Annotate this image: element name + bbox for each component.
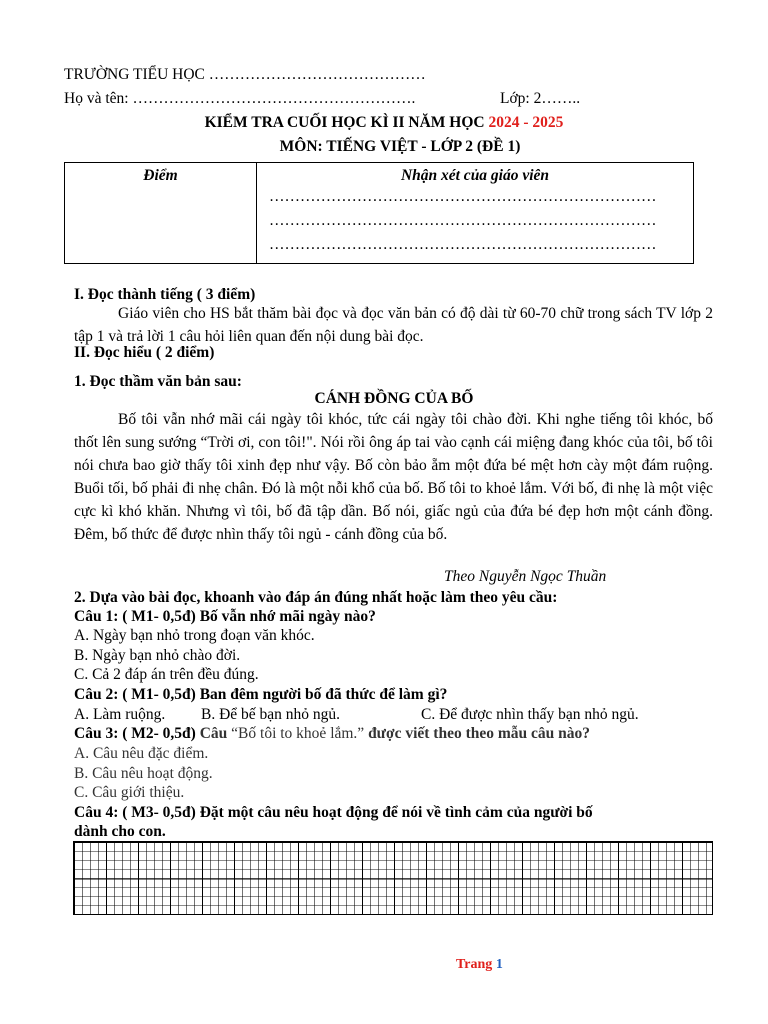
section1-heading: I. Đọc thành tiếng ( 3 điểm) bbox=[74, 286, 256, 303]
question-4: Câu 4: ( M3- 0,5đ) Đặt một câu nêu hoạt động để nói về tình cảm của người bố bbox=[74, 804, 593, 821]
score-header: Điểm bbox=[143, 167, 178, 184]
q3-tail: được viết theo theo mẫu câu nào? bbox=[364, 725, 591, 742]
reading-instruction: 1. Đọc thầm văn bản sau: bbox=[74, 373, 242, 390]
section1-text: Giáo viên cho HS bắt thăm bài đọc và đọc văn bản có độ dài từ 60-70 chữ trong sách TV lớp 2 tập 1 và trả lời 1 câu hỏi liên quan đến nội dung bài đọc. bbox=[74, 305, 713, 345]
comment-line: ………………………………………………………………… bbox=[269, 188, 657, 205]
comment-header: Nhận xét của giáo viên bbox=[400, 167, 550, 184]
q1-option-a[interactable]: A. Ngày bạn nhỏ trong đoạn văn khóc. bbox=[74, 627, 315, 644]
q3-option-b[interactable]: B. Câu nêu hoạt động. bbox=[74, 765, 213, 782]
story-author: Theo Nguyễn Ngọc Thuần bbox=[444, 568, 607, 585]
question-4-cont: dành cho con. bbox=[74, 823, 166, 840]
q1-option-b[interactable]: B. Ngày bạn nhỏ chào đời. bbox=[74, 647, 241, 664]
q2-option-c[interactable]: C. Để được nhìn thấy bạn nhỏ ngủ. bbox=[421, 706, 639, 723]
instruction-2: 2. Dựa vào bài đọc, khoanh vào đáp án đúng nhất hoặc làm theo yêu cầu: bbox=[74, 589, 558, 606]
story-title: CÁNH ĐỒNG CỦA BỐ bbox=[314, 390, 474, 407]
q3-option-a[interactable]: A. Câu nêu đặc điểm. bbox=[74, 745, 209, 762]
story-text: Bố tôi vẫn nhớ mãi cái ngày tôi khóc, tức cái ngày tôi chào đời. Khi nghe tiếng tôi khóc, bố thốt lên sung sướng “Trời ơi, con tôi!". Nói rồi ông áp tai vào cạnh cái miệng đang khóc của tôi, bố tôi nói chưa bao giờ thấy tôi xinh đẹp như vậy. Bố còn bảo ẵm một đứa bé mệt hơn cày một đám ruộng. Buổi tối, bố phải đi nhẹ chân. Đó là một nỗi khổ của bố. Bố tôi to khoẻ lắm. Với bố, đi nhẹ là một việc cực kì khó khăn. Nhưng vì tôi, bố đã tập dần. Bố nói, giấc ngủ của đứa bé đẹp hơn một cánh đồng. Đêm, bố thức để được nhìn thấy tôi ngủ - cánh đồng của bố. bbox=[74, 411, 713, 543]
subject-title: MÔN: TIẾNG VIỆT - LỚP 2 (ĐỀ 1) bbox=[279, 138, 521, 155]
class-line: Lớp: 2…….. bbox=[500, 90, 581, 107]
q2-option-b[interactable]: B. Để bế bạn nhỏ ngủ. bbox=[201, 706, 341, 723]
comment-line: ………………………………………………………………… bbox=[269, 212, 657, 229]
q3-option-c[interactable]: C. Câu giới thiệu. bbox=[74, 784, 185, 801]
question-1: Câu 1: ( M1- 0,5đ) Bố vẫn nhớ mãi ngày nào? bbox=[74, 608, 376, 625]
q3-label: Câu 3: ( M2- 0,5đ) bbox=[74, 725, 196, 742]
writing-grid[interactable] bbox=[73, 841, 713, 915]
school-year: 2024 - 2025 bbox=[488, 114, 564, 131]
student-name-line: Họ và tên: ………………………………………………. bbox=[64, 90, 416, 107]
page-label: Trang bbox=[456, 957, 496, 972]
exam-title-text: KIỂM TRA CUỐI HỌC KÌ II NĂM HỌC bbox=[204, 114, 489, 131]
question-2: Câu 2: ( M1- 0,5đ) Ban đêm người bố đã thức để làm gì? bbox=[74, 686, 448, 703]
evaluation-table bbox=[64, 162, 694, 264]
q1-option-c[interactable]: C. Cả 2 đáp án trên đều đúng. bbox=[74, 666, 259, 683]
page-footer bbox=[456, 957, 503, 973]
page-number: 1 bbox=[495, 957, 503, 972]
section2-heading: II. Đọc hiểu ( 2 điểm) bbox=[74, 344, 215, 361]
comment-cell[interactable] bbox=[257, 163, 694, 264]
comment-line: ………………………………………………………………… bbox=[269, 236, 657, 253]
q3-quote: “Bố tôi to khoẻ lắm.” bbox=[231, 725, 365, 742]
exam-title bbox=[0, 114, 768, 132]
q2-option-a[interactable]: A. Làm ruộng. bbox=[74, 706, 166, 723]
score-cell[interactable] bbox=[65, 163, 257, 264]
school-line: TRƯỜNG TIỂU HỌC …………………………………… bbox=[64, 66, 426, 83]
question-3 bbox=[74, 725, 590, 743]
q3-word: Câu bbox=[195, 725, 232, 742]
